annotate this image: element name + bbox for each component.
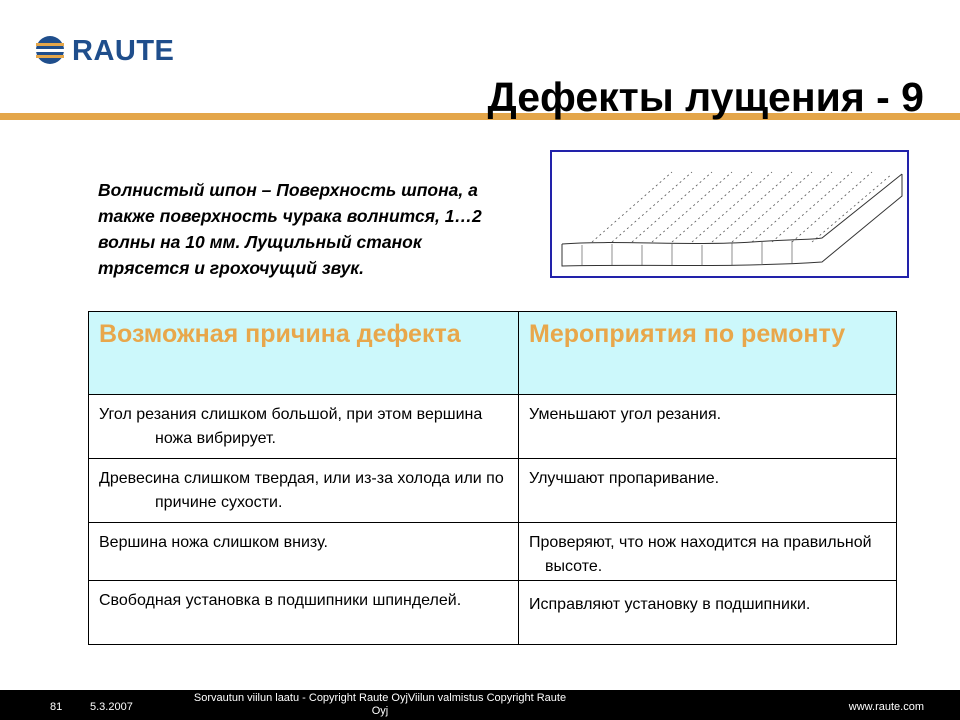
table-row [89, 523, 897, 581]
website-link[interactable]: www.raute.com [848, 701, 924, 713]
cause-cell: Свободная установка в подшипники шпинделей. [89, 581, 519, 645]
slide-footer [0, 690, 960, 720]
defect-description: Волнистый шпон – Поверхность шпона, а также поверхность чурака волнится, 1…2 волны на 10 мм. Лущильный станок трясется и грохочущий звук. [98, 180, 482, 278]
cause-cell: Угол резания слишком большой, при этом вершина ножа вибрирует. [89, 395, 519, 459]
raute-logo-icon [34, 34, 66, 66]
table-header-row [89, 312, 897, 395]
raute-logo [34, 34, 174, 70]
logo-text: RAUTE [72, 35, 175, 67]
slide-date: 5.3.2007 [90, 701, 133, 713]
slide-number: 81 [50, 701, 63, 713]
header-cause: Возможная причина дефекта [89, 312, 519, 395]
cause-cell: Вершина ножа слишком внизу. [89, 523, 519, 581]
page-title: Дефекты лущения - 9 [487, 74, 924, 120]
cause-cell: Древесина слишком твердая, или из-за холода или по причине сухости. [89, 459, 519, 523]
remedy-cell: Улучшают пропаривание. [519, 459, 897, 523]
header-remedy: Мероприятия по ремонту [519, 312, 897, 395]
table-row [89, 459, 897, 523]
table-row [89, 581, 897, 645]
defects-table [88, 311, 897, 645]
table-row [89, 395, 897, 459]
remedy-cell: Проверяют, что нож находится на правильной высоте. [519, 523, 897, 581]
remedy-cell: Исправляют установку в подшипники. [519, 581, 897, 645]
copyright-text: Sorvautun viilun laatu - Copyright Raute OyjViilun valmistus Copyright Raute Oyj [193, 692, 567, 717]
wavy-veneer-illustration [550, 150, 909, 278]
remedy-cell: Уменьшают угол резания. [519, 395, 897, 459]
